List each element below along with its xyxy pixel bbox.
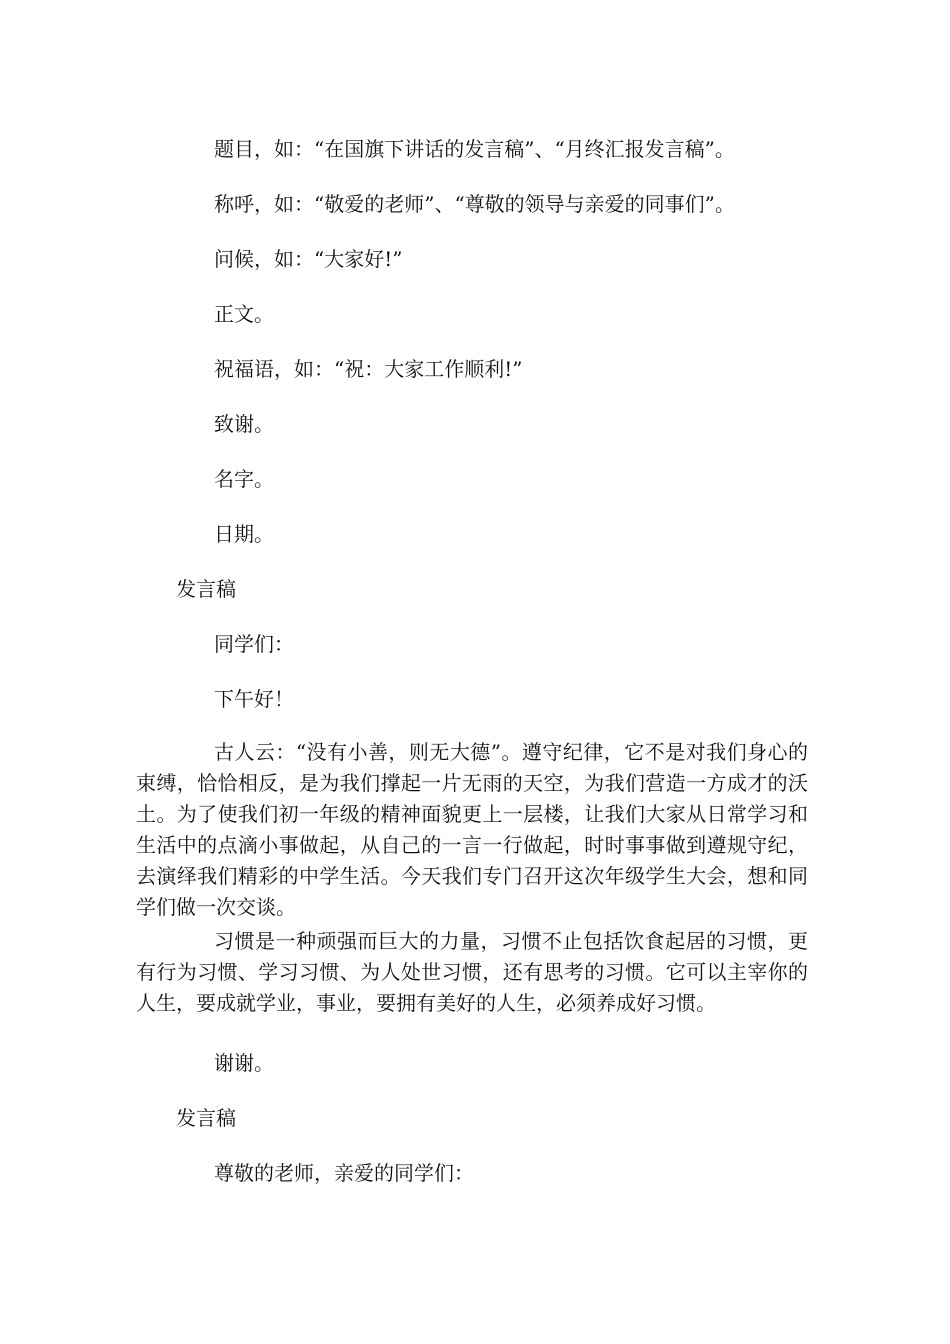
format-item-body: 正文。 <box>214 302 274 326</box>
speech1-paragraph-2: 习惯是一种顽强而巨大的力量，习惯不止包括饮食起居的习惯，更有行为习惯、学习习惯、为人处世习惯，还有思考的习惯。它可以主宰你的人生，要成就学业，事业，要拥有美好的人生，必须养成好习惯。 <box>136 929 808 1015</box>
speech1-salutation: 同学们： <box>214 632 294 656</box>
speech2-heading: 发言稿 <box>176 1106 236 1130</box>
format-item-date: 日期。 <box>214 522 274 546</box>
speech1-thanks: 谢谢。 <box>214 1051 274 1075</box>
format-item-salutation: 称呼，如：“敬爱的老师”、“尊敬的领导与亲爱的同事们”。 <box>214 192 735 216</box>
speech1-heading: 发言稿 <box>176 577 236 601</box>
speech1-greeting: 下午好！ <box>214 687 294 711</box>
format-item-wishes: 祝福语，如：“祝：大家工作顺利!” <box>214 357 523 381</box>
format-item-name: 名字。 <box>214 467 274 491</box>
speech2-salutation: 尊敬的老师，亲爱的同学们： <box>214 1161 474 1185</box>
format-item-title: 题目，如：“在国旗下讲话的发言稿”、“月终汇报发言稿”。 <box>214 137 735 161</box>
speech1-paragraph-1: 古人云：“没有小善，则无大德”。遵守纪律，它不是对我们身心的束缚，恰恰相反，是为我们撑起一片无雨的天空，为我们营造一方成才的沃土。为了使我们初一年级的精神面貌更上一层楼，让我们大家从日常学习和生活中的点滴小事做起，从自己的一言一行做起，时时事事做到遵规守纪，去演绎我们精彩的中学生活。今天我们专门召开这次年级学生大会，想和同学们做一次交谈。 <box>136 740 808 919</box>
format-item-greeting: 问候，如：“大家好!” <box>214 247 403 271</box>
format-item-thanks: 致谢。 <box>214 412 274 436</box>
